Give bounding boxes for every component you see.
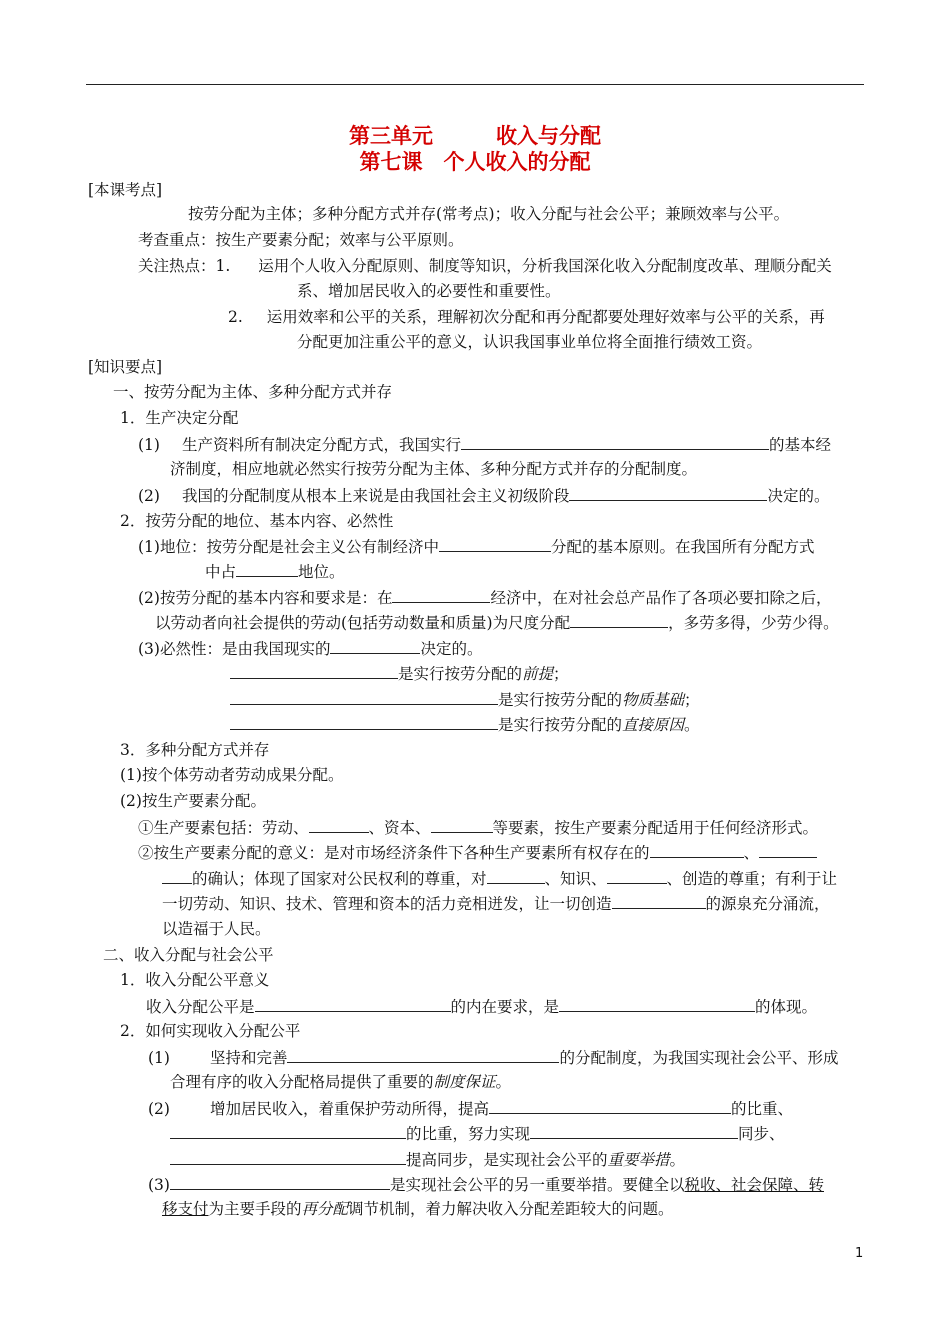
redian2-num: 2.	[228, 308, 243, 326]
fill-blank[interactable]	[392, 587, 490, 603]
section-header-yaodian: [知识要点]	[88, 358, 163, 376]
fill-blank[interactable]	[230, 689, 498, 705]
section-2-heading: 二、收入分配与社会公平	[103, 946, 274, 964]
redian-line1	[138, 256, 832, 276]
redian1-text: 运用个人收入分配原则、制度等知识，分析我国深化收入分配制度改革、理顺分配关	[258, 257, 832, 275]
redian2-text: 运用效率和公平的关系，理解初次分配和再分配都要处理好效率与公平的关系，再	[266, 308, 825, 326]
unit-title: 第三单元 收入与分配	[349, 123, 601, 148]
fill-blank[interactable]	[759, 842, 817, 858]
fill-blank[interactable]	[607, 868, 667, 884]
s2-item-1-heading: 1．收入分配公平意义	[120, 971, 270, 989]
fill-blank[interactable]	[650, 842, 744, 858]
fill-blank[interactable]	[230, 663, 398, 679]
item-3-2-2-cont2: 一切劳动、知识、技术、管理和资本的活力竞相迸发，让一切创造 的源泉充分涌流，	[162, 895, 830, 913]
fill-blank[interactable]	[530, 1123, 738, 1139]
s2-item-2-1-cont: 合理有序的收入分配格局提供了重要的制度保证。	[170, 1073, 512, 1091]
item-3-2-2-cont3: 以造福于人民。	[162, 920, 271, 938]
redian-line2	[228, 307, 825, 327]
necessity-1: 是实行按劳分配的前提；	[230, 663, 569, 684]
zhongdian-text: 考查重点：按生产要素分配；效率与公平原则。	[138, 231, 464, 249]
fill-blank[interactable]	[559, 996, 755, 1012]
fill-blank[interactable]	[287, 1047, 559, 1063]
redian2-cont: 分配更加注重公平的意义，认识我国事业单位将全面推行绩效工资。	[297, 333, 763, 351]
item-3-2-2-cont1: 的确认；体现了国家对公民权利的尊重，对 、知识、 、创造的尊重；有利于让	[162, 868, 837, 889]
fill-blank[interactable]	[489, 1098, 731, 1114]
item-1-1-cont: 济制度，相应地就必然实行按劳分配为主体、多种分配方式并存的分配制度。	[170, 460, 698, 478]
s2-item-2-1: (1) 坚持和完善 的分配制度，为我国实现社会公平、形成	[148, 1049, 839, 1067]
fill-blank[interactable]	[487, 868, 545, 884]
s2-item-2-2: (2) 增加居民收入，着重保护劳动所得，提高 的比重、	[148, 1100, 793, 1118]
item-2-heading: 2．按劳分配的地位、基本内容、必然性	[120, 512, 394, 530]
section-header-kaodian: [本课考点]	[88, 181, 163, 199]
item-3-2-2: ②按生产要素分配的意义：是对市场经济条件下各种生产要素所有权存在的 、	[138, 842, 817, 863]
necessity-2: 是实行按劳分配的物质基础；	[230, 689, 700, 710]
item-2-3: (3)必然性：是由我国现实的 决定的。	[138, 640, 483, 658]
item-3-2-1: ①生产要素包括：劳动、 、资本、 等要素，按生产要素分配适用于任何经济形式。	[138, 819, 819, 837]
s2-item-2-3: (3) 是实现社会公平的另一重要举措。要健全以税收、社会保障、转	[148, 1176, 824, 1194]
necessity-3: 是实行按劳分配的直接原因。	[230, 714, 700, 735]
item-3-2: (2)按生产要素分配。	[120, 792, 266, 810]
fill-blank[interactable]	[236, 561, 298, 577]
s2-item-2-2-cont1: 的比重，努力实现 同步、	[170, 1123, 785, 1144]
s2-item-1-text: 收入分配公平是 的内在要求，是 的体现。	[146, 998, 818, 1016]
redian1-cont: 系、增加居民收入的必要性和重要性。	[297, 282, 561, 300]
item-3-heading: 3．多种分配方式并存	[120, 741, 270, 759]
s2-item-2-heading: 2．如何实现收入分配公平	[120, 1022, 301, 1040]
fill-blank[interactable]	[170, 1174, 390, 1190]
s2-item-2-2-cont2: 提高同步，是实现社会公平的重要举措。	[170, 1149, 685, 1170]
item-1-2: (2) 我国的分配制度从根本上来说是由我国社会主义初级阶段 决定的。	[138, 487, 830, 505]
kaodian-text: 按劳分配为主体；多种分配方式并存(常考点)；收入分配与社会公平；兼顾效率与公平。	[188, 205, 790, 223]
item-2-2-cont: 以劳动者向社会提供的劳动(包括劳动数量和质量)为尺度分配 ，多劳多得，少劳少得。	[155, 614, 839, 632]
item-1-1: (1) 生产资料所有制决定分配方式，我国实行 的基本经	[138, 436, 831, 454]
redian-label: 关注热点：1.	[138, 257, 231, 275]
item-2-2: (2)按劳分配的基本内容和要求是：在 经济中，在对社会总产品作了各项必要扣除之后，	[138, 589, 832, 607]
fill-blank[interactable]	[162, 868, 192, 884]
fill-blank[interactable]	[431, 817, 493, 833]
section-1-heading: 一、按劳分配为主体、多种分配方式并存	[113, 383, 393, 401]
fill-blank[interactable]	[439, 536, 551, 552]
fill-blank[interactable]	[569, 485, 767, 501]
lesson-title: 第七课 个人收入的分配	[359, 149, 591, 174]
fill-blank[interactable]	[612, 893, 706, 909]
item-2-1-cont: 中占 地位。	[205, 563, 345, 581]
page-number: 1	[855, 1246, 864, 1261]
s2-item-2-3-cont: 移支付为主要手段的再分配调节机制，着力解决收入分配差距较大的问题。	[162, 1200, 674, 1218]
header-rule	[86, 84, 864, 85]
fill-blank[interactable]	[230, 714, 498, 730]
item-2-1: (1)地位：按劳分配是社会主义公有制经济中 分配的基本原则。在我国所有分配方式	[138, 538, 815, 556]
fill-blank[interactable]	[170, 1123, 406, 1139]
item-3-1: (1)按个体劳动者劳动成果分配。	[120, 766, 344, 784]
fill-blank[interactable]	[461, 434, 769, 450]
item-1-heading: 1．生产决定分配	[120, 409, 239, 427]
fill-blank[interactable]	[255, 996, 451, 1012]
fill-blank[interactable]	[330, 638, 420, 654]
fill-blank[interactable]	[309, 817, 369, 833]
fill-blank[interactable]	[570, 612, 668, 628]
fill-blank[interactable]	[170, 1149, 406, 1165]
